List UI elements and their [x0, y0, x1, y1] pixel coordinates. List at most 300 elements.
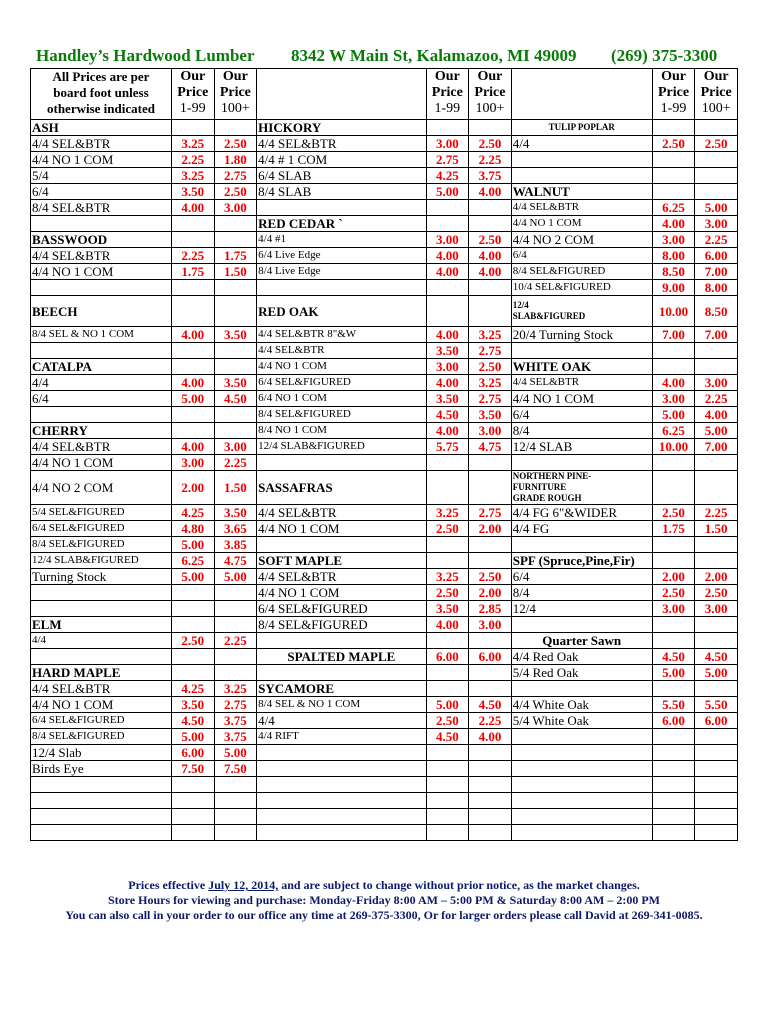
price-100-plus	[695, 359, 738, 375]
price-100-plus	[695, 184, 738, 200]
price-100-plus	[214, 296, 257, 327]
price-100-plus	[695, 681, 738, 697]
item-label: 6/4	[31, 184, 172, 200]
price-1-99: 1.75	[171, 264, 214, 280]
footer	[0, 878, 768, 923]
price-100-plus	[469, 280, 512, 296]
price-100-plus: 2.50	[214, 136, 257, 152]
item-label	[257, 825, 426, 841]
item-label: 6/4	[31, 391, 172, 407]
item-label: SASSAFRAS	[257, 471, 426, 505]
price-100-plus: 3.00	[469, 617, 512, 633]
item-label: 4/4 NO 1 COM	[257, 359, 426, 375]
table-row	[31, 120, 738, 136]
price-100-plus: 2.75	[214, 697, 257, 713]
business-name: Handley’s Hardwood Lumber	[36, 46, 255, 65]
price-1-99	[426, 665, 469, 681]
table-row	[31, 232, 738, 248]
price-1-99: 3.50	[426, 391, 469, 407]
item-label: 6/4 SEL&FIGURED	[31, 521, 172, 537]
price-1-99	[652, 359, 695, 375]
table-row	[31, 713, 738, 729]
item-label: 6/4 NO 1 COM	[257, 391, 426, 407]
price-1-99	[652, 633, 695, 649]
item-label: SPF (Spruce,Pine,Fir)	[511, 553, 652, 569]
price-100-plus: 5.00	[695, 200, 738, 216]
price-1-99: 4.00	[171, 375, 214, 391]
price-1-99	[426, 296, 469, 327]
item-label	[31, 407, 172, 423]
price-100-plus: 5.00	[695, 665, 738, 681]
price-100-plus: 3.75	[214, 729, 257, 745]
price-1-99: 3.50	[426, 601, 469, 617]
price-100-plus	[469, 455, 512, 471]
price-100-plus: 2.85	[469, 601, 512, 617]
price-100-plus	[469, 471, 512, 505]
item-label: 8/4 SEL&FIGURED	[31, 537, 172, 553]
item-label: 4/4 NO 1 COM	[511, 216, 652, 232]
price-1-99	[426, 200, 469, 216]
price-100-plus	[695, 553, 738, 569]
item-label: 4/4 NO 1 COM	[511, 391, 652, 407]
price-100-plus	[695, 745, 738, 761]
item-label: 4/4 SEL&BTR	[257, 136, 426, 152]
item-label	[31, 777, 172, 793]
price-100-plus: 2.50	[469, 232, 512, 248]
price-1-99: 3.25	[171, 136, 214, 152]
price-1-99: 10.00	[652, 439, 695, 455]
price-1-99	[652, 681, 695, 697]
price-100-plus: 4.00	[469, 264, 512, 280]
price-100-plus: 3.00	[695, 375, 738, 391]
item-label: 6/4 SEL&FIGURED	[257, 601, 426, 617]
table-header-row	[31, 69, 738, 120]
price-100-plus: 3.00	[695, 216, 738, 232]
price-1-99: 5.00	[652, 407, 695, 423]
price-1-99	[426, 761, 469, 777]
price-100-plus	[214, 777, 257, 793]
table-row	[31, 375, 738, 391]
price-100-plus: 4.00	[469, 729, 512, 745]
price-1-99	[171, 343, 214, 359]
price-1-99	[652, 168, 695, 184]
price-1-99	[171, 601, 214, 617]
item-label: 8/4 SEL&FIGURED	[257, 617, 426, 633]
item-label	[31, 601, 172, 617]
price-1-99: 7.00	[652, 327, 695, 343]
item-label: 6/4	[511, 248, 652, 264]
price-1-99	[426, 777, 469, 793]
item-label: HARD MAPLE	[31, 665, 172, 681]
item-label	[511, 793, 652, 809]
item-label: 12/4 SLAB	[511, 439, 652, 455]
price-100-plus	[214, 423, 257, 439]
price-1-99	[652, 729, 695, 745]
price-1-99	[426, 825, 469, 841]
price-100-plus: 4.00	[695, 407, 738, 423]
price-1-99	[171, 793, 214, 809]
price-1-99	[426, 216, 469, 232]
item-label: 4/4 NO 1 COM	[31, 455, 172, 471]
price-100-plus	[695, 471, 738, 505]
price-1-99	[426, 745, 469, 761]
item-label	[511, 777, 652, 793]
price-1-99	[171, 359, 214, 375]
price-100-plus: 2.25	[469, 713, 512, 729]
price-100-plus: 2.00	[469, 585, 512, 601]
price-1-99: 3.00	[426, 136, 469, 152]
price-100-plus	[695, 617, 738, 633]
price-1-99: 5.50	[652, 697, 695, 713]
price-1-99: 2.50	[426, 521, 469, 537]
table-row	[31, 553, 738, 569]
price-100-plus	[214, 649, 257, 665]
price-1-99: 6.25	[652, 200, 695, 216]
price-100-plus: 2.25	[214, 455, 257, 471]
price-100-plus	[469, 825, 512, 841]
item-label	[257, 537, 426, 553]
price-100-plus: 2.25	[695, 232, 738, 248]
price-100-plus: 2.50	[214, 184, 257, 200]
price-100-plus: 3.85	[214, 537, 257, 553]
price-1-99: 4.25	[171, 505, 214, 521]
price-1-99: 2.75	[426, 152, 469, 168]
price-100-plus: 8.00	[695, 280, 738, 296]
price-1-99	[652, 120, 695, 136]
price-100-plus	[469, 296, 512, 327]
item-label	[31, 343, 172, 359]
price-1-99: 6.00	[426, 649, 469, 665]
item-label: 5/4 SEL&FIGURED	[31, 505, 172, 521]
item-label	[257, 761, 426, 777]
price-100-plus	[469, 633, 512, 649]
price-100-plus	[695, 168, 738, 184]
item-label: 6/4 SEL&FIGURED	[31, 713, 172, 729]
price-100-plus: 2.50	[695, 585, 738, 601]
price-100-plus	[695, 120, 738, 136]
item-label: 12/4 Slab	[31, 745, 172, 761]
price-1-99	[171, 649, 214, 665]
item-label: 4/4 RIFT	[257, 729, 426, 745]
table-row	[31, 296, 738, 327]
item-label: 8/4 Live Edge	[257, 264, 426, 280]
price-100-plus	[469, 809, 512, 825]
item-label	[511, 617, 652, 633]
table-row	[31, 391, 738, 407]
price-100-plus	[214, 216, 257, 232]
price-1-99: 2.50	[652, 585, 695, 601]
item-label: 4/4 # 1 COM	[257, 152, 426, 168]
price-1-99	[426, 553, 469, 569]
price-1-99	[652, 152, 695, 168]
item-label	[31, 280, 172, 296]
item-label	[511, 681, 652, 697]
footer-call-info: You can also call in your order to our office any time at 269-375-3300, Or for larger orders please call David at 269-341-0085.	[65, 908, 703, 922]
price-1-99	[171, 232, 214, 248]
price-100-plus: 4.00	[469, 184, 512, 200]
price-100-plus: 3.75	[469, 168, 512, 184]
item-label: 4/4	[257, 713, 426, 729]
price-1-99: 6.25	[171, 553, 214, 569]
price-1-99: 2.50	[652, 505, 695, 521]
item-label	[257, 793, 426, 809]
item-label: WHITE OAK	[511, 359, 652, 375]
price-100-plus-header: Our Price 100+	[214, 69, 257, 120]
price-1-99: 5.00	[171, 537, 214, 553]
item-label: WALNUT	[511, 184, 652, 200]
price-100-plus: 2.75	[469, 391, 512, 407]
price-100-plus	[214, 280, 257, 296]
price-100-plus: 2.75	[214, 168, 257, 184]
business-phone: (269) 375-3300	[611, 46, 718, 65]
price-100-plus	[469, 553, 512, 569]
price-100-plus	[695, 825, 738, 841]
item-label: ASH	[31, 120, 172, 136]
table-row	[31, 136, 738, 152]
price-1-99: 4.00	[426, 248, 469, 264]
price-1-99	[426, 120, 469, 136]
price-100-plus	[214, 343, 257, 359]
price-1-99	[652, 617, 695, 633]
item-label	[511, 761, 652, 777]
price-100-plus	[695, 761, 738, 777]
table-row	[31, 407, 738, 423]
item-label: 4/4 FG 6"&WIDER	[511, 505, 652, 521]
item-label: 4/4 SEL&BTR	[31, 248, 172, 264]
price-1-99: 5.75	[426, 439, 469, 455]
item-label: RED OAK	[257, 296, 426, 327]
price-1-99: 6.00	[652, 713, 695, 729]
price-1-99: 3.00	[652, 601, 695, 617]
price-1-99: 2.25	[171, 248, 214, 264]
item-label: 8/4 SLAB	[257, 184, 426, 200]
price-1-99	[171, 296, 214, 327]
item-label: 4/4 SEL&BTR	[31, 439, 172, 455]
item-label: 4/4 SEL&BTR	[31, 136, 172, 152]
price-1-99: 3.00	[426, 359, 469, 375]
item-label: 8/4 SEL&BTR	[31, 200, 172, 216]
item-label: 8/4 SEL & NO 1 COM	[31, 327, 172, 343]
price-1-99: 4.50	[171, 713, 214, 729]
price-100-plus	[469, 777, 512, 793]
price-1-99: 3.00	[171, 455, 214, 471]
price-100-plus	[469, 665, 512, 681]
price-1-99: 2.00	[652, 569, 695, 585]
price-1-99: 4.00	[652, 216, 695, 232]
table-row	[31, 793, 738, 809]
item-label	[511, 825, 652, 841]
price-1-99	[426, 471, 469, 505]
price-1-99: 4.00	[171, 439, 214, 455]
item-label: CATALPA	[31, 359, 172, 375]
table-row	[31, 152, 738, 168]
item-label: 5/4	[31, 168, 172, 184]
price-1-99: 3.00	[652, 232, 695, 248]
table-row	[31, 681, 738, 697]
item-label: 4/4 SEL&BTR	[511, 375, 652, 391]
price-1-99: 4.00	[171, 200, 214, 216]
price-1-99: 5.00	[171, 391, 214, 407]
item-label: 4/4 Red Oak	[511, 649, 652, 665]
price-100-plus: 8.50	[695, 296, 738, 327]
price-1-99: 4.25	[171, 681, 214, 697]
price-100-plus: 3.00	[695, 601, 738, 617]
price-1-99: 4.00	[171, 327, 214, 343]
price-100-plus: 3.75	[214, 713, 257, 729]
table-row	[31, 825, 738, 841]
price-100-plus	[469, 681, 512, 697]
price-100-plus: 6.00	[695, 248, 738, 264]
price-100-plus: 5.00	[214, 745, 257, 761]
price-100-plus	[214, 793, 257, 809]
table-row	[31, 777, 738, 793]
price-100-plus	[469, 745, 512, 761]
item-label: 4/4	[31, 375, 172, 391]
item-label	[511, 537, 652, 553]
item-label: SPALTED MAPLE	[257, 649, 426, 665]
business-address: 8342 W Main St, Kalamazoo, MI 49009	[291, 46, 577, 65]
price-1-99: 4.80	[171, 521, 214, 537]
price-1-99: 2.50	[426, 585, 469, 601]
price-1-99: 3.00	[652, 391, 695, 407]
price-1-99: 2.50	[652, 136, 695, 152]
item-label: 4/4 SEL&BTR	[257, 343, 426, 359]
price-100-plus: 7.50	[214, 761, 257, 777]
item-label	[31, 216, 172, 232]
table-row	[31, 585, 738, 601]
price-1-99: 1.75	[652, 521, 695, 537]
price-100-plus: 3.25	[469, 375, 512, 391]
item-label: 4/4 #1	[257, 232, 426, 248]
item-label: 4/4 SEL&BTR	[257, 505, 426, 521]
price-1-99	[171, 280, 214, 296]
price-100-plus: 2.75	[469, 505, 512, 521]
table-row	[31, 745, 738, 761]
price-100-plus: 3.50	[214, 327, 257, 343]
price-100-plus: 3.50	[214, 375, 257, 391]
table-row	[31, 569, 738, 585]
header	[36, 44, 736, 68]
item-label	[511, 745, 652, 761]
price-100-plus: 3.25	[214, 681, 257, 697]
item-label: Turning Stock	[31, 569, 172, 585]
price-100-plus	[695, 455, 738, 471]
item-label: 4/4 SEL&BTR	[511, 200, 652, 216]
item-label: BASSWOOD	[31, 232, 172, 248]
price-1-99: 2.25	[171, 152, 214, 168]
price-100-plus	[214, 407, 257, 423]
item-label	[31, 649, 172, 665]
item-label: Birds Eye	[31, 761, 172, 777]
price-1-99: 4.00	[426, 375, 469, 391]
price-100-plus: 1.75	[214, 248, 257, 264]
item-label: 8/4 NO 1 COM	[257, 423, 426, 439]
price-1-99: 5.00	[426, 184, 469, 200]
item-label: SYCAMORE	[257, 681, 426, 697]
price-1-99: 4.00	[426, 423, 469, 439]
price-100-plus: 2.75	[469, 343, 512, 359]
price-100-plus: 7.00	[695, 264, 738, 280]
price-1-99	[426, 809, 469, 825]
item-label: 6/4 Live Edge	[257, 248, 426, 264]
item-label: 4/4 NO 1 COM	[31, 264, 172, 280]
item-label: 12/4 SLAB&FIGURED	[257, 439, 426, 455]
price-100-plus: 4.75	[214, 553, 257, 569]
price-1-99	[171, 825, 214, 841]
item-label: 6/4	[511, 407, 652, 423]
price-1-99	[171, 665, 214, 681]
item-label: 4/4 NO 1 COM	[257, 521, 426, 537]
table-row	[31, 248, 738, 264]
price-1-99	[171, 617, 214, 633]
price-1-99: 5.00	[171, 569, 214, 585]
price-1-99: 4.00	[426, 617, 469, 633]
table-row	[31, 471, 738, 505]
price-100-plus-header: Our Price 100+	[469, 69, 512, 120]
table-row	[31, 455, 738, 471]
item-label	[511, 168, 652, 184]
price-1-99: 3.00	[426, 232, 469, 248]
price-100-plus: 3.25	[469, 327, 512, 343]
price-100-plus: 3.00	[469, 423, 512, 439]
item-label: 6/4	[511, 569, 652, 585]
item-label: 4/4 NO 1 COM	[31, 152, 172, 168]
item-label	[257, 455, 426, 471]
price-1-99: 3.50	[171, 697, 214, 713]
price-table	[30, 68, 738, 841]
price-1-99	[652, 471, 695, 505]
table-row	[31, 809, 738, 825]
price-100-plus	[695, 343, 738, 359]
table-row	[31, 343, 738, 359]
price-1-99	[652, 343, 695, 359]
price-1-99	[652, 537, 695, 553]
price-100-plus: 7.00	[695, 327, 738, 343]
item-label: 8/4 SEL&FIGURED	[511, 264, 652, 280]
price-1-99	[652, 553, 695, 569]
table-row	[31, 601, 738, 617]
item-label: 5/4 Red Oak	[511, 665, 652, 681]
price-100-plus: 1.80	[214, 152, 257, 168]
table-row	[31, 697, 738, 713]
price-100-plus: 4.50	[695, 649, 738, 665]
price-1-99: 4.50	[652, 649, 695, 665]
price-1-99	[426, 280, 469, 296]
price-100-plus: 1.50	[214, 471, 257, 505]
item-label: 20/4 Turning Stock	[511, 327, 652, 343]
item-label: 4/4 SEL&BTR	[31, 681, 172, 697]
item-label: Quarter Sawn	[511, 633, 652, 649]
price-100-plus: 2.50	[469, 569, 512, 585]
item-label: 4/4	[511, 136, 652, 152]
price-100-plus	[214, 665, 257, 681]
price-1-99: 4.00	[426, 264, 469, 280]
item-label: TULIP POPLAR	[511, 120, 652, 136]
column-note-header	[511, 69, 652, 120]
price-100-plus: 7.00	[695, 439, 738, 455]
price-1-99: 2.50	[171, 633, 214, 649]
price-100-plus: 2.25	[695, 505, 738, 521]
price-1-99: 5.00	[171, 729, 214, 745]
table-row	[31, 264, 738, 280]
item-label: BEECH	[31, 296, 172, 327]
price-1-99: 4.50	[426, 729, 469, 745]
price-1-99: 3.50	[171, 184, 214, 200]
price-100-plus	[695, 537, 738, 553]
table-row	[31, 168, 738, 184]
item-label: 6/4 SLAB	[257, 168, 426, 184]
item-label	[257, 200, 426, 216]
